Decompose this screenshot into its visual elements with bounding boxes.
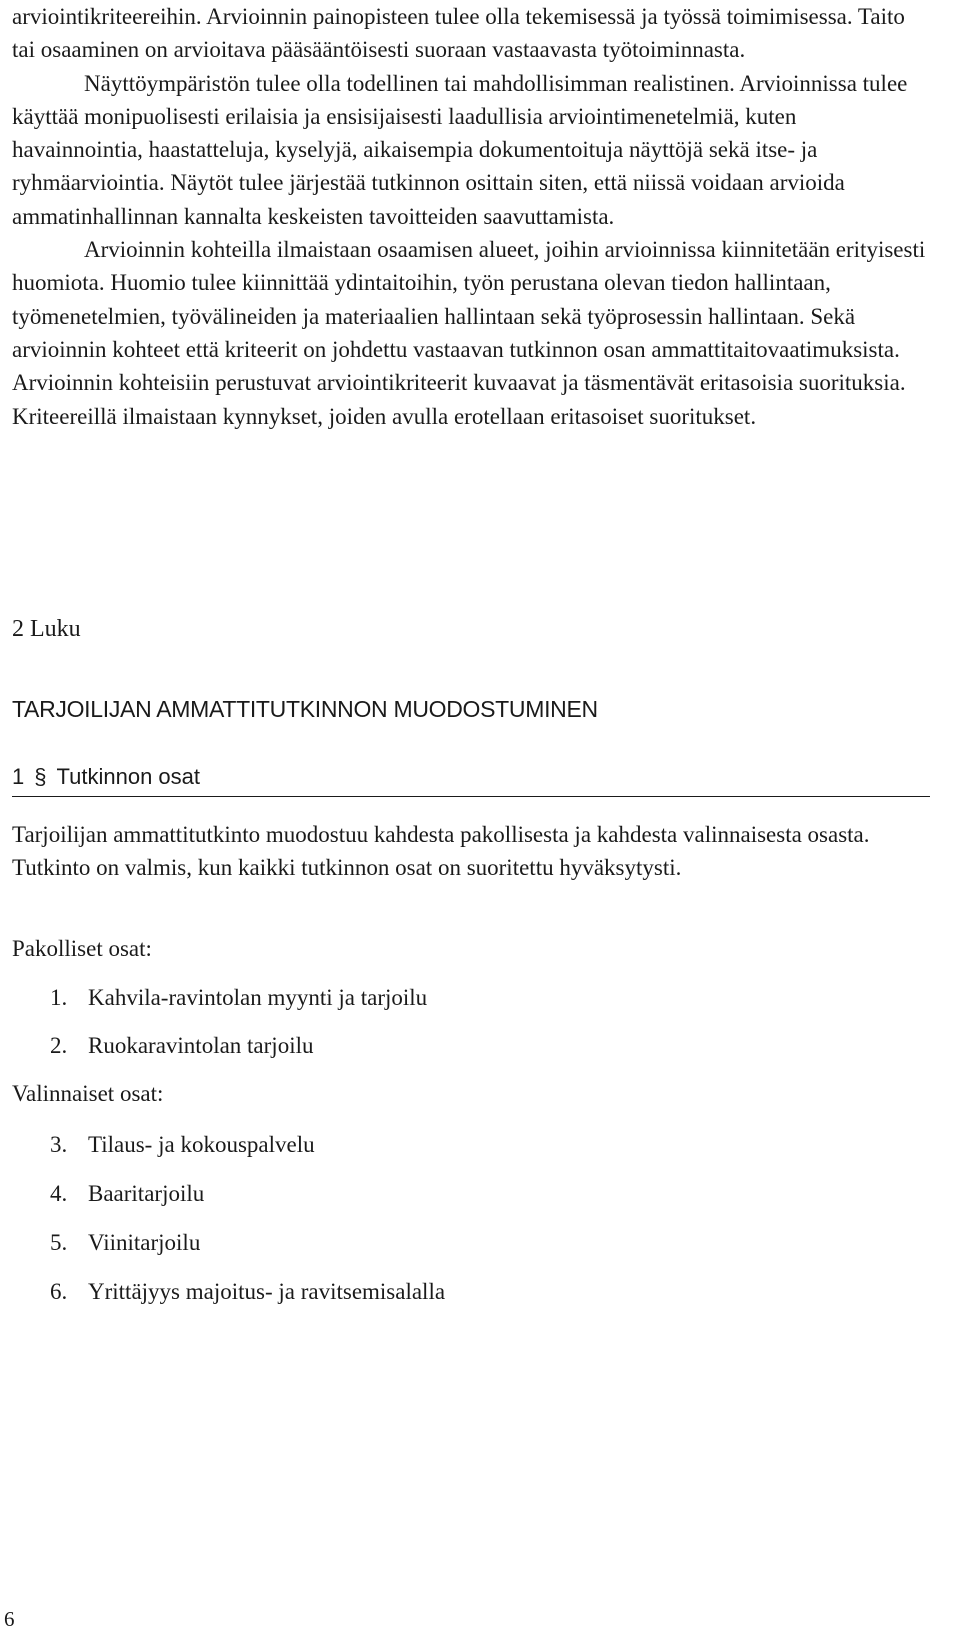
list-item-number: 5. (50, 1230, 68, 1255)
section-body-text: Tarjoilijan ammattitutkinto muodostuu kahdesta pakollisesta ja kahdesta valinnaisesta osasta. Tutkinto on valmis, kun kaikki tutkinnon osat on suoritettu hyväksytysti. (12, 822, 870, 881)
section-number: 1 (12, 764, 25, 789)
chapter-label: 2 Luku (12, 616, 81, 642)
list-item (50, 1031, 313, 1061)
list-item-label: Viinitarjoilu (88, 1230, 201, 1255)
section-body (12, 818, 930, 885)
list-item-number: 3. (50, 1132, 68, 1157)
list-item-number: 2. (50, 1033, 68, 1058)
section-symbol: § (34, 764, 47, 789)
intro-paragraph-2: Näyttöympäristön tulee olla todellinen tai mahdollisimman realistinen. Arvioinnissa tulee käyttää monipuolisesti erilaisia ja ensisijaisesti laadullisia arviointimenetelmiä, kuten havainnointia, haastatteluja, kyselyjä, aikaisempia dokumentoituja näyttöjä sekä itse- ja ryhmäarviointia. Näytöt tulee järjestää tutkinnon osittain siten, että niissä voidaan arvioida ammatinhallinnan kannalta keskeisten tavoitteiden saavuttamista. (12, 70, 908, 229)
list-item-label: Baaritarjoilu (88, 1181, 205, 1206)
list-item-label: Kahvila-ravintolan myynti ja tarjoilu (88, 985, 428, 1010)
list-item-number: 4. (50, 1181, 68, 1206)
page-number: 6 (4, 1607, 15, 1631)
intro-paragraph-3: Arvioinnin kohteilla ilmaistaan osaamisen alueet, joihin arvioinnissa kiinnitetään erityisesti huomiota. Huomio tulee kiinnittää ydintaitoihin, työn perustana olevan tiedon hallintaan, työmenetelmien, työvälineiden ja materiaalien hallintaan sekä työprosessin hallintaan. Sekä arvioinnin kohteet että kriteerit on johdettu vastaavan tutkinnon osan ammattitaitovaatimuksista. Arvioinnin kohteisiin perustuvat arviointikriteerit kuvaavat ja täsmentävät eritasoisia suorituksia. Kriteereillä ilmaistaan kynnykset, joiden avulla erotellaan eritasoiset suoritukset. (12, 237, 926, 429)
list-item-number: 6. (50, 1279, 68, 1304)
intro-text (12, 0, 930, 433)
list-item (50, 1179, 204, 1209)
optional-heading: Valinnaiset osat: (12, 1081, 164, 1106)
section-title: Tutkinnon osat (56, 764, 200, 789)
list-item-label: Ruokaravintolan tarjoilu (88, 1033, 314, 1058)
chapter-title: TARJOILIJAN AMMATTITUTKINNON MUODOSTUMINEN (12, 696, 598, 722)
list-item (50, 1277, 445, 1307)
list-item-label: Tilaus- ja kokouspalvelu (88, 1132, 315, 1157)
intro-paragraph-1: arviointikriteereihin. Arvioinnin painopisteen tulee olla tekemisessä ja työssä toimimisessa. Taito tai osaaminen on arvioitava pääsääntöisesti suoraan vastaavasta työtoiminnasta. (12, 4, 905, 63)
list-item (50, 1130, 315, 1160)
list-item-number: 1. (50, 985, 68, 1010)
mandatory-heading: Pakolliset osat: (12, 936, 152, 961)
list-item (50, 1228, 200, 1258)
list-item (50, 983, 427, 1013)
list-item-label: Yrittäjyys majoitus- ja ravitsemisalalla (88, 1279, 446, 1304)
section-heading (12, 762, 930, 797)
